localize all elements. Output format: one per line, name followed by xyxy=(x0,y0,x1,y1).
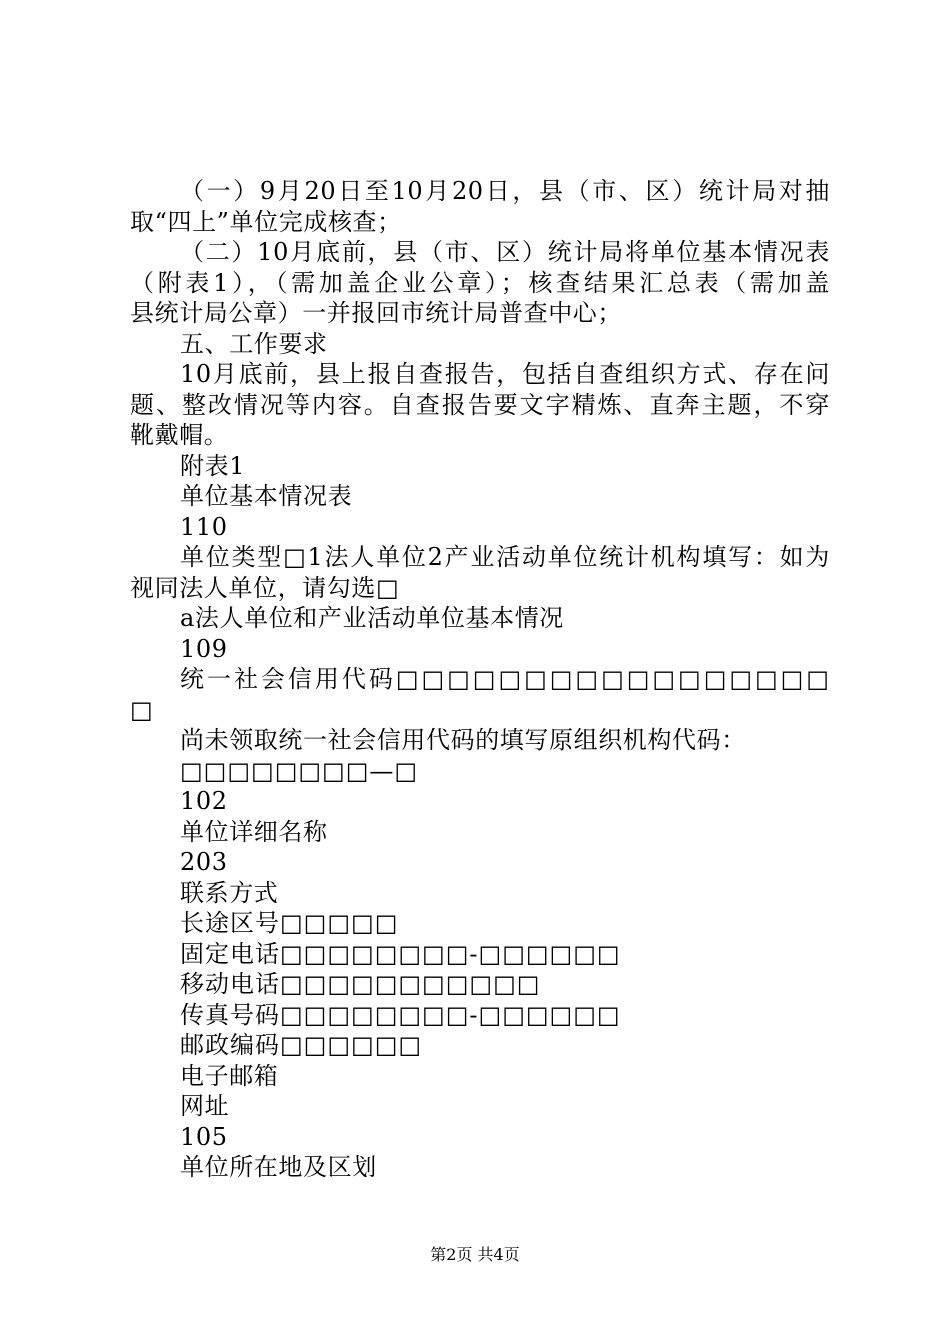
field-code: 109 xyxy=(180,634,228,663)
form-line: 移动电话□□□□□□□□□□□ xyxy=(180,970,541,998)
form-line: □ xyxy=(130,695,154,724)
paragraph-line: 10月底前，县上报自查报告，包括自查组织方式、存在问 xyxy=(180,360,830,388)
form-line: 网址 xyxy=(180,1092,230,1120)
form-line: □□□□□□□□—□ xyxy=(180,756,419,785)
field-code: 105 xyxy=(180,1122,228,1151)
field-code: 110 xyxy=(180,512,228,541)
paragraph-line: 县统计局公章）一并报回市统计局普查中心； xyxy=(130,299,622,327)
form-line: 邮政编码□□□□□□ xyxy=(180,1031,423,1059)
field-code: 102 xyxy=(180,787,228,815)
form-line: 固定电话□□□□□□□□-□□□□□□ xyxy=(180,939,621,968)
section-heading: 五、工作要求 xyxy=(180,329,328,358)
form-line: 联系方式 xyxy=(180,878,279,907)
document-body xyxy=(130,176,830,1183)
paragraph-line: 靴戴帽。 xyxy=(130,421,229,449)
appendix-label: 附表1 xyxy=(180,451,246,480)
form-line: 长途区号□□□□□ xyxy=(180,909,399,937)
paragraph-line: （一）9月20日至10月20日，县（市、区）统计局对抽 xyxy=(180,177,830,205)
form-line: 统一社会信用代码□□□□□□□□□□□□□□□□□ xyxy=(180,665,830,693)
field-code: 203 xyxy=(180,848,228,876)
form-line: 电子邮箱 xyxy=(180,1061,279,1090)
paragraph-line: （二）10月底前，县（市、区）统计局将单位基本情况表 xyxy=(180,238,830,266)
form-line: 传真号码□□□□□□□□-□□□□□□ xyxy=(180,1000,621,1029)
form-line: 单位类型□1法人单位2产业活动单位统计机构填写：如为 xyxy=(180,543,830,571)
table-title: 单位基本情况表 xyxy=(180,482,353,510)
paragraph-line: （附表1），（需加盖企业公章）；核查结果汇总表（需加盖 xyxy=(130,268,830,297)
paragraph-line: 题、整改情况等内容。自查报告要文字精炼、直奔主题，不穿 xyxy=(130,390,830,419)
form-line: 尚未领取统一社会信用代码的填写原组织机构代码： xyxy=(180,726,746,754)
form-line: 单位所在地及区划 xyxy=(180,1153,377,1181)
page-footer: 第2页 共4页 xyxy=(430,1245,520,1264)
paragraph-line: 取“四上”单位完成核查； xyxy=(130,207,402,236)
form-line: a法人单位和产业活动单位基本情况 xyxy=(180,604,564,632)
form-line: 单位详细名称 xyxy=(180,817,328,846)
form-line: 视同法人单位，请勾选□ xyxy=(130,573,400,602)
